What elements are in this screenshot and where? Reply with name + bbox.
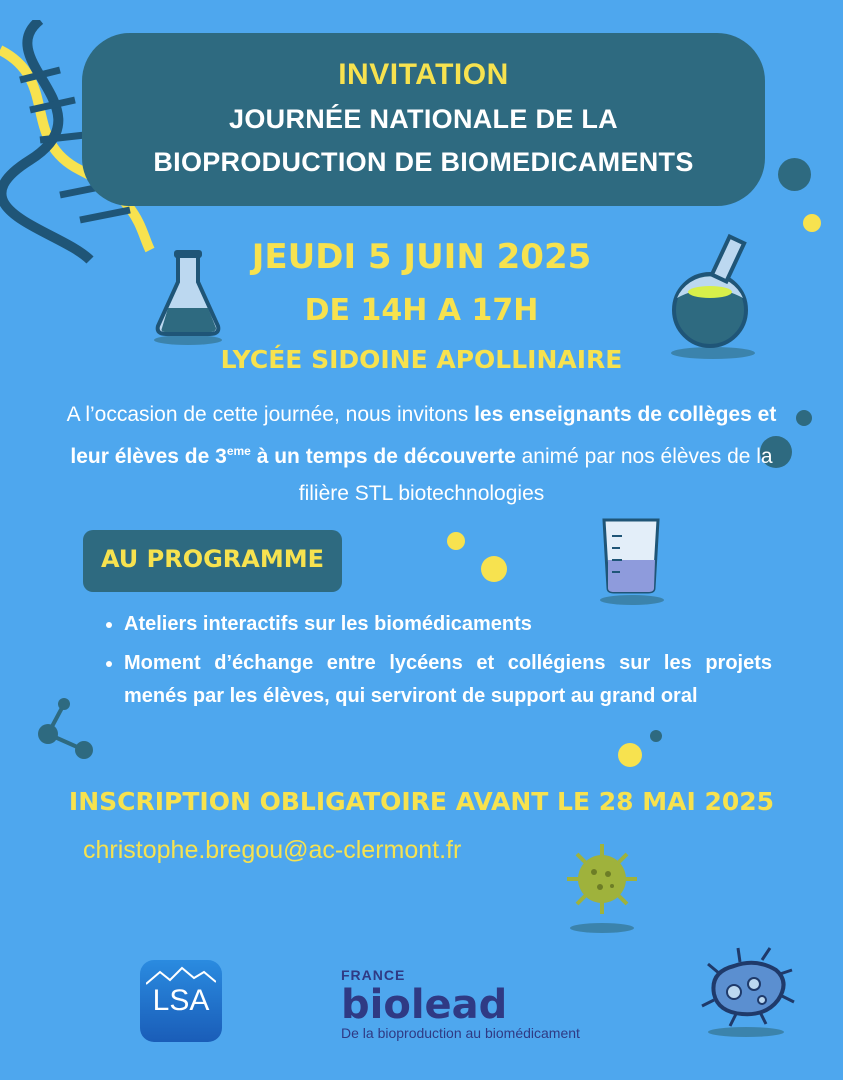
intro-paragraph (60, 396, 783, 512)
event-title-line2: BIOPRODUCTION DE BIOMEDICAMENTS (153, 147, 694, 177)
biolead-tagline: De la bioproduction au biomédicament (341, 1025, 580, 1041)
biolead-country: FRANCE (341, 967, 406, 983)
invitation-title: INVITATION (338, 58, 509, 91)
decor-dot (618, 743, 642, 767)
decor-dot (650, 730, 662, 742)
intro-text: A l’occasion de cette journée, nous invitons (66, 403, 475, 426)
decor-dot (481, 556, 507, 582)
event-time: DE 14H A 17H (304, 293, 539, 328)
decor-dot (796, 410, 812, 426)
lsa-logo-text: LSA (152, 984, 210, 1017)
event-location: LYCÉE SIDOINE APOLLINAIRE (220, 345, 623, 374)
decor-dot (778, 158, 811, 191)
virus-icon (562, 842, 642, 934)
decor-dot (803, 214, 821, 232)
intro-text-2: animé par nos élèves de la filière STL biotechnologies (298, 445, 773, 505)
event-title-line1: JOURNÉE NATIONALE DE LA (229, 104, 618, 134)
list-item: • Ateliers interactifs sur les biomédicaments (124, 608, 772, 641)
registration-notice: INSCRIPTION OBLIGATOIRE AVANT LE 28 MAI 2025 (68, 787, 775, 816)
list-item: • Moment d’échange entre lycéens et collégiens sur les projets menés par les élèves, qui serviront de support au grand oral (124, 647, 772, 713)
decor-dot (447, 532, 465, 550)
intro-bold-text-2: à un temps de découverte (250, 445, 516, 468)
molecule-icon (36, 694, 98, 764)
event-date: JEUDI 5 JUIN 2025 (251, 237, 592, 277)
program-heading: AU PROGRAMME (100, 545, 325, 573)
bacteria-icon (700, 944, 796, 1040)
mountain-icon (146, 966, 216, 986)
beaker-icon (598, 514, 670, 606)
contact-email[interactable]: christophe.bregou@ac-clermont.fr (83, 836, 462, 864)
biolead-name: biolead (341, 982, 508, 1028)
intro-superscript: eme (226, 444, 251, 458)
intro-bold-text: les enseignants de collèges et leur élèves de 3 (70, 403, 777, 468)
program-list (100, 608, 772, 719)
